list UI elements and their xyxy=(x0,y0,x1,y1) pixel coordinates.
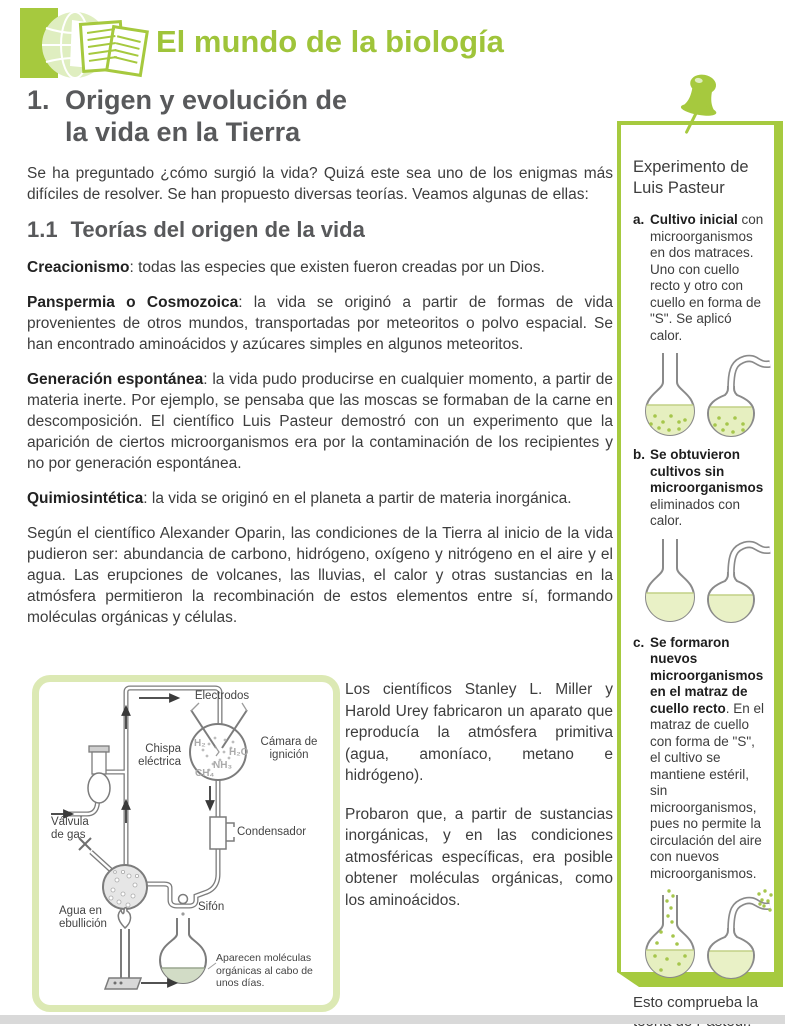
subsection-heading xyxy=(27,219,613,240)
sidebar-step-a: a. Cultivo inicial con microorganismos en dos matraces. Uno con cuello recto y otro con cuello en forma de "S". Se aplicó calor. xyxy=(633,212,764,343)
theory-generacion-espontanea: Generación espontánea: la vida pudo producirse en cualquier momento, a partir de materia inerte. Por ejemplo, se pensaba que las moscas se formaban de la carne en descomposición. El científico Luis Pasteur demostró con un experimento que la aparición de ciertos microorganismos era por la contaminación de los recipientes y no por generación espontánea. xyxy=(27,371,614,472)
formula-h2: H₂ xyxy=(194,738,206,749)
formula-nh3: NH₃ xyxy=(213,760,233,771)
subsection-title: Teorías del origen de la vida xyxy=(70,217,365,242)
figure-label-chispa-electrica: Chispa eléctrica xyxy=(138,743,181,768)
page-curl xyxy=(617,972,639,987)
biology-logo-icon xyxy=(20,8,148,78)
flasks-with-microorganisms-illustration xyxy=(633,350,773,442)
figure-label-condensador: Condensador xyxy=(237,826,307,838)
figure-label-electrodos: Electrodos xyxy=(194,690,250,702)
theory-creacionismo: Creacionismo: todas las especies que existen fueron creadas por un Dios. xyxy=(27,259,545,276)
miller-urey-text xyxy=(345,679,613,928)
section-title: Origen y evolución de la vida en la Tierra xyxy=(65,85,348,147)
sidebar-step-b: b. Se obtuvieron cultivos sin microorganismos eliminados con calor. xyxy=(633,447,764,528)
theory-panspermia: Panspermia o Cosmozoica: la vida se originó a partir de formas de vida provenientes de otros mundos, transportadas por meteoritos o polvo espacial. Se han encontrado aminoácidos y azúcares simples en algunos meteoritos. xyxy=(27,294,613,353)
subsection-number: 1.1 xyxy=(27,217,58,242)
sidebar-footer: Esto comprueba la xyxy=(633,994,759,1011)
figure-label-agua-en-ebullicion: Agua en ebullición xyxy=(59,905,107,930)
section-heading xyxy=(27,84,347,148)
pushpin-icon xyxy=(674,72,726,136)
oparin-paragraph: Según el científico Alexander Oparin, las condiciones de la Tierra al inicio de la vida pudieron ser: abundancia de carbono, hidrógeno, oxígeno y nitrógeno en el aire y el agua. Las erupciones de volcanes, las lluvias, el calor y otras sustancias en la atmósfera permitieron la recombinación de estos elementos entre sí, formando moléculas orgánicas y células. xyxy=(27,525,613,626)
section-number: 1. xyxy=(27,85,50,115)
figure-label-sifon: Sifón xyxy=(198,901,225,913)
intro-paragraph: Se ha preguntado ¿cómo surgió la vida? Quizá este sea uno de los enigmas más difíciles de resolver. Se han propuesto diversas teorías. Veamos algunas de ellas: xyxy=(27,165,613,203)
page-bottom-bar xyxy=(0,1015,785,1024)
pasteur-sidebar xyxy=(617,121,783,1011)
page-title: El mundo de la biología xyxy=(156,24,504,59)
theory-quimiosintetica: Quimiosintética: la vida se originó en el planeta a partir de materia inorgánica. xyxy=(27,490,572,507)
formula-h2o: H₂O xyxy=(229,747,249,758)
figure-label-moleculas-organicas: Aparecen moléculas orgánicas al cabo de unos días. xyxy=(216,952,313,989)
miller-paragraph-1: Los científicos Stanley L. Miller y Harold Urey fabricaron un aparato que reproducía la atmósfera primitiva (agua, amoníaco, metano e hidrógeno). xyxy=(345,681,613,784)
contaminated-flask-illustration xyxy=(633,888,773,984)
miller-urey-figure xyxy=(32,675,340,1012)
figure-label-camara-de-ignicion: Cámara de ignición xyxy=(260,736,318,761)
miller-paragraph-2: Probaron que, a partir de sustancias inorgánicas, y en las condiciones atmosféricas específicas, era posible obtener moléculas orgánicas, como los aminoácidos. xyxy=(345,805,613,909)
figure-label-valvula-de-gas: Válvula de gas xyxy=(51,816,89,841)
main-text-column xyxy=(27,163,613,642)
sidebar-step-c: c. Se formaron nuevos microorganismos en el matraz de cuello recto. En el matraz de cuello con forma de "S", el cultivo se mantiene estéril, sin microorganismos, pues no permite la circulación del aire con nuevos microorganismos. xyxy=(633,634,765,881)
sidebar-title: Experimento de Luis Pasteur xyxy=(633,158,749,197)
sterile-flasks-illustration xyxy=(633,536,773,628)
formula-ch4: CH₄ xyxy=(195,768,215,779)
